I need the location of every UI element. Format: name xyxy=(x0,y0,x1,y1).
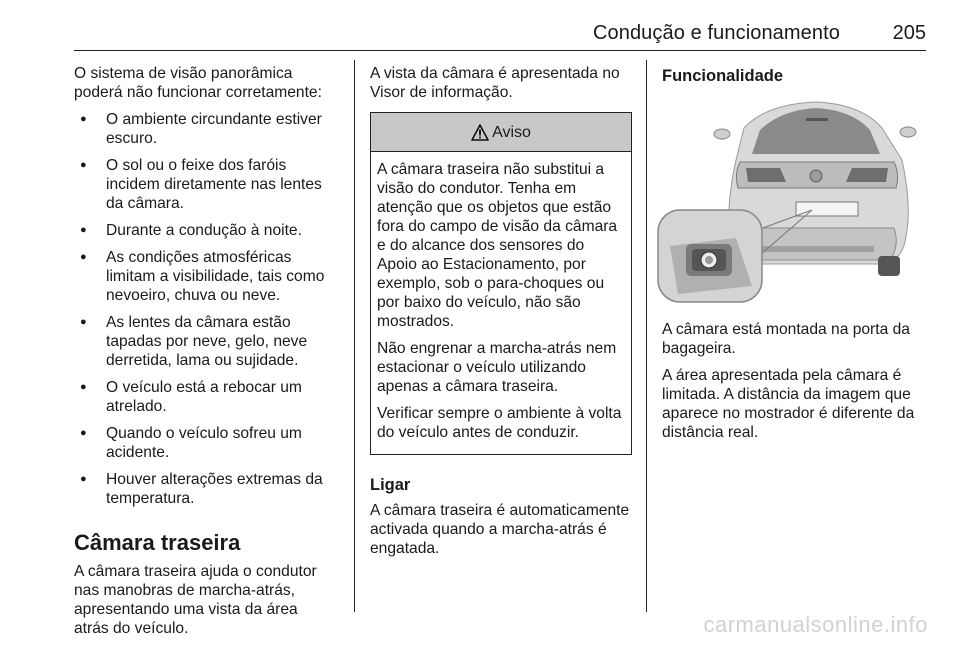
column-3-text xyxy=(662,320,928,450)
subsection-title: Ligar xyxy=(370,476,411,494)
list-item: ● Houver alterações extremas da temperatura. xyxy=(74,470,336,508)
functionality-paragraph: A área apresentada pela câmara é limitada. A distância da imagem que aparece no mostrador é diferente da distância real. xyxy=(662,367,915,441)
list-item: ● As condições atmosféricas limitam a visibilidade, tais como nevoeiro, chuva ou neve. xyxy=(74,248,336,305)
header-rule xyxy=(74,50,926,51)
column-2 xyxy=(370,64,632,566)
conditions-list xyxy=(74,110,336,508)
warning-paragraph: Verificar sempre o ambiente à volta do veículo antes de conduzir. xyxy=(377,405,622,441)
list-item: ● O sol ou o feixe dos faróis incidem diretamente nas lentes da câmara. xyxy=(74,156,336,213)
watermark: carmanualsonline.info xyxy=(703,612,928,637)
column-3 xyxy=(662,64,926,92)
column-divider-1 xyxy=(354,60,355,612)
intro-text: A vista da câmara é apresentada no Visor de informação. xyxy=(370,65,620,101)
warning-body xyxy=(371,152,631,454)
warning-paragraph: Não engrenar a marcha-atrás nem estacionar o veículo utilizando apenas a câmara traseira. xyxy=(377,340,617,395)
warning-box xyxy=(370,112,632,455)
intro-text: O sistema de visão panorâmica poderá não funcionar corretamente: xyxy=(74,65,322,101)
warning-triangle-icon xyxy=(471,124,489,141)
page-number: 205 xyxy=(892,22,926,44)
warning-paragraph: A câmara traseira não substitui a visão do condutor. Tenha em atenção que os objetos que estão fora do campo de visão da câmara e do alcance dos sensores do Apoio ao Estacionamento, por exemplo, sob o para-choques ou por baixo do veículo, não são mostrados. xyxy=(377,161,618,330)
section-text: A câmara traseira ajuda o condutor nas manobras de marcha-atrás, apresentando uma vista da área atrás do veículo. xyxy=(74,563,317,637)
list-item: ● O veículo está a rebocar um atrelado. xyxy=(74,378,336,416)
warning-header xyxy=(371,113,631,152)
subsection-text: A câmara traseira é automaticamente activada quando a marcha-atrás é engatada. xyxy=(370,502,630,557)
list-item: ● O ambiente circundante estiver escuro. xyxy=(74,110,336,148)
list-item: ● Durante a condução à noite. xyxy=(74,221,336,240)
functionality-paragraph: A câmara está montada na porta da bagageira. xyxy=(662,321,910,357)
page-header-title: Condução e funcionamento xyxy=(592,22,840,44)
column-divider-2 xyxy=(646,60,647,612)
column-1 xyxy=(74,64,336,646)
functionality-title: Funcionalidade xyxy=(662,67,784,85)
warning-title: Aviso xyxy=(492,123,531,141)
list-item: ● As lentes da câmara estão tapadas por neve, gelo, neve derretida, lama ou sujidade. xyxy=(74,313,336,370)
rear-camera-illustration xyxy=(656,96,926,308)
list-item: ● Quando o veículo sofreu um acidente. xyxy=(74,424,336,462)
section-title: Câmara traseira xyxy=(74,530,241,555)
